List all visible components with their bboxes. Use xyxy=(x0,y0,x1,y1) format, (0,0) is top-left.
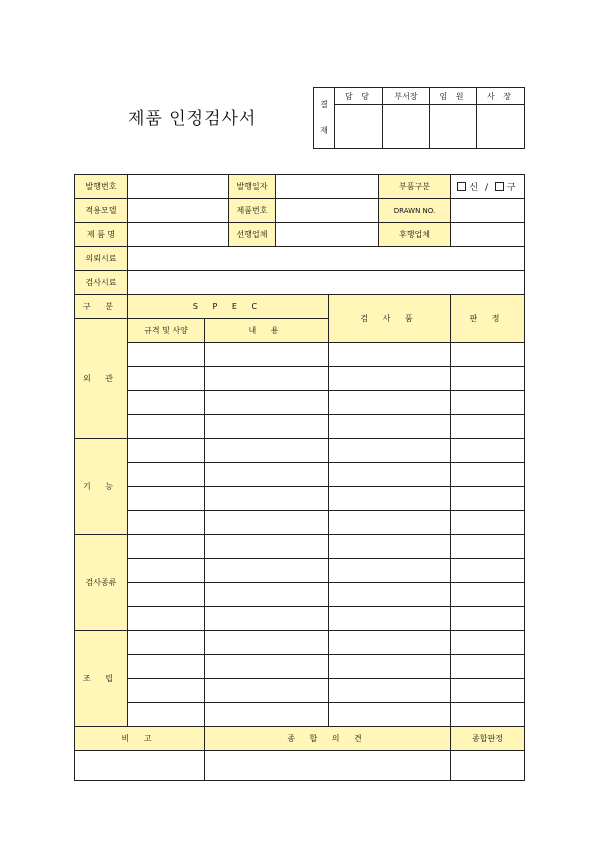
approval-table xyxy=(313,87,525,149)
content-cell[interactable] xyxy=(205,559,329,583)
issue-date-label: 발행일자 xyxy=(229,175,276,199)
content-cell[interactable] xyxy=(205,511,329,535)
product-name-label: 제 품 명 xyxy=(75,223,128,247)
approval-sign-dept-head[interactable] xyxy=(383,105,430,149)
table-row xyxy=(75,463,525,487)
checkbox-new[interactable] xyxy=(457,182,466,191)
table-row xyxy=(75,367,525,391)
spec-cell[interactable] xyxy=(128,343,205,367)
approval-side-top: 결 xyxy=(320,100,328,109)
drawn-no-field[interactable] xyxy=(451,199,525,223)
product-no-label: 제품번호 xyxy=(229,199,276,223)
part-type-old-text: 구 xyxy=(506,183,518,193)
judgment-cell[interactable] xyxy=(451,583,525,607)
result-cell[interactable] xyxy=(329,463,451,487)
document-title: 제품 인정검사서 xyxy=(128,109,257,129)
table-row xyxy=(75,559,525,583)
later-maker-label: 후행업체 xyxy=(379,223,451,247)
content-cell[interactable] xyxy=(205,487,329,511)
judgment-cell[interactable] xyxy=(451,487,525,511)
table-row xyxy=(75,631,525,655)
result-cell[interactable] xyxy=(329,343,451,367)
judgment-cell[interactable] xyxy=(451,439,525,463)
result-cell[interactable] xyxy=(329,367,451,391)
table-row xyxy=(75,511,525,535)
judgment-cell[interactable] xyxy=(451,679,525,703)
content-cell[interactable] xyxy=(205,679,329,703)
content-cell[interactable] xyxy=(205,415,329,439)
result-cell[interactable] xyxy=(329,439,451,463)
request-sample-label: 의뢰시료 xyxy=(75,247,128,271)
table-row xyxy=(75,679,525,703)
applied-model-label: 적용모델 xyxy=(75,199,128,223)
part-type-new-text: 신 xyxy=(469,183,481,193)
content-header: 내 용 xyxy=(205,319,329,343)
remarks-field[interactable] xyxy=(75,751,205,781)
spec-sub-header: 규격 및 사양 xyxy=(128,319,205,343)
table-row xyxy=(75,583,525,607)
inspect-sample-label: 검사시료 xyxy=(75,271,128,295)
group-label-function: 기 능 xyxy=(75,439,128,535)
result-cell[interactable] xyxy=(329,415,451,439)
judgment-cell[interactable] xyxy=(451,631,525,655)
prior-maker-field[interactable] xyxy=(276,223,379,247)
category-header: 구 분 xyxy=(75,295,128,319)
content-cell[interactable] xyxy=(205,391,329,415)
group-label-inspection-type: 검사종류 xyxy=(75,535,128,631)
content-cell[interactable] xyxy=(205,367,329,391)
result-cell[interactable] xyxy=(329,607,451,631)
spec-header: S P E C xyxy=(128,295,329,319)
spec-cell[interactable] xyxy=(128,487,205,511)
judgment-cell[interactable] xyxy=(451,463,525,487)
issue-date-field[interactable] xyxy=(276,175,379,199)
table-row xyxy=(75,703,525,727)
content-cell[interactable] xyxy=(205,439,329,463)
content-cell[interactable] xyxy=(205,655,329,679)
group-label-appearance: 외 관 xyxy=(75,319,128,439)
spec-cell[interactable] xyxy=(128,439,205,463)
spec-cell[interactable] xyxy=(128,415,205,439)
issue-no-field[interactable] xyxy=(128,175,229,199)
product-name-field[interactable] xyxy=(128,223,229,247)
table-row xyxy=(75,535,525,559)
table-row xyxy=(75,439,525,463)
spec-cell[interactable] xyxy=(128,679,205,703)
spec-cell[interactable] xyxy=(128,583,205,607)
table-row xyxy=(75,343,525,367)
content-cell[interactable] xyxy=(205,607,329,631)
content-cell[interactable] xyxy=(205,703,329,727)
spec-cell[interactable] xyxy=(128,607,205,631)
part-type-label: 부품구분 xyxy=(379,175,451,199)
result-cell[interactable] xyxy=(329,583,451,607)
applied-model-field[interactable] xyxy=(128,199,229,223)
overall-judgment-field[interactable] xyxy=(451,751,525,781)
approval-side-bottom: 재 xyxy=(320,126,328,135)
spec-cell[interactable] xyxy=(128,511,205,535)
drawn-no-label: DRAWN NO. xyxy=(379,199,451,223)
remarks-header: 비 고 xyxy=(75,727,205,751)
spec-cell[interactable] xyxy=(128,391,205,415)
approval-header-executive: 임 원 xyxy=(430,88,477,105)
inspection-form-table xyxy=(74,174,525,781)
spec-cell[interactable] xyxy=(128,559,205,583)
prior-maker-label: 선행업체 xyxy=(229,223,276,247)
overall-opinion-header: 종 합 의 견 xyxy=(205,727,451,751)
result-cell[interactable] xyxy=(329,631,451,655)
content-cell[interactable] xyxy=(205,343,329,367)
spec-cell[interactable] xyxy=(128,655,205,679)
approval-header-president: 사 장 xyxy=(477,88,525,105)
request-sample-field[interactable] xyxy=(128,247,525,271)
judgment-cell[interactable] xyxy=(451,607,525,631)
judgment-cell[interactable] xyxy=(451,343,525,367)
result-cell[interactable] xyxy=(329,535,451,559)
later-maker-field[interactable] xyxy=(451,223,525,247)
judgment-cell[interactable] xyxy=(451,703,525,727)
approval-header-dept-head: 부서장 xyxy=(383,88,430,105)
judgment-cell[interactable] xyxy=(451,535,525,559)
judgment-cell[interactable] xyxy=(451,367,525,391)
spec-cell[interactable] xyxy=(128,367,205,391)
overall-judgment-header: 종합판정 xyxy=(451,727,525,751)
overall-opinion-field[interactable] xyxy=(205,751,451,781)
table-row xyxy=(75,655,525,679)
result-cell[interactable] xyxy=(329,655,451,679)
judgment-cell[interactable] xyxy=(451,391,525,415)
result-cell[interactable] xyxy=(329,703,451,727)
result-cell[interactable] xyxy=(329,559,451,583)
content-cell[interactable] xyxy=(205,583,329,607)
product-no-field[interactable] xyxy=(276,199,379,223)
spec-cell[interactable] xyxy=(128,463,205,487)
approval-side-cell xyxy=(314,88,335,149)
result-cell[interactable] xyxy=(329,679,451,703)
approval-sign-staff[interactable] xyxy=(335,105,383,149)
inspect-sample-field[interactable] xyxy=(128,271,525,295)
result-cell[interactable] xyxy=(329,391,451,415)
group-label-assembly: 조 립 xyxy=(75,631,128,727)
result-cell[interactable] xyxy=(329,487,451,511)
part-type-separator: / xyxy=(484,183,491,193)
spec-cell[interactable] xyxy=(128,631,205,655)
issue-no-label: 발행번호 xyxy=(75,175,128,199)
table-row xyxy=(75,487,525,511)
judgment-cell[interactable] xyxy=(451,511,525,535)
spec-cell[interactable] xyxy=(128,535,205,559)
result-header: 검 사 품 xyxy=(329,295,451,343)
approval-header-staff: 담 당 xyxy=(335,88,383,105)
judgment-cell[interactable] xyxy=(451,559,525,583)
table-row xyxy=(75,415,525,439)
judgment-header: 판 정 xyxy=(451,295,525,343)
content-cell[interactable] xyxy=(205,535,329,559)
judgment-cell[interactable] xyxy=(451,655,525,679)
part-type-field[interactable] xyxy=(451,175,525,199)
checkbox-old[interactable] xyxy=(495,182,504,191)
result-cell[interactable] xyxy=(329,511,451,535)
content-cell[interactable] xyxy=(205,631,329,655)
judgment-cell[interactable] xyxy=(451,415,525,439)
approval-sign-executive[interactable] xyxy=(430,105,477,149)
content-cell[interactable] xyxy=(205,463,329,487)
table-row xyxy=(75,607,525,631)
approval-sign-president[interactable] xyxy=(477,105,525,149)
table-row xyxy=(75,391,525,415)
spec-cell[interactable] xyxy=(128,703,205,727)
